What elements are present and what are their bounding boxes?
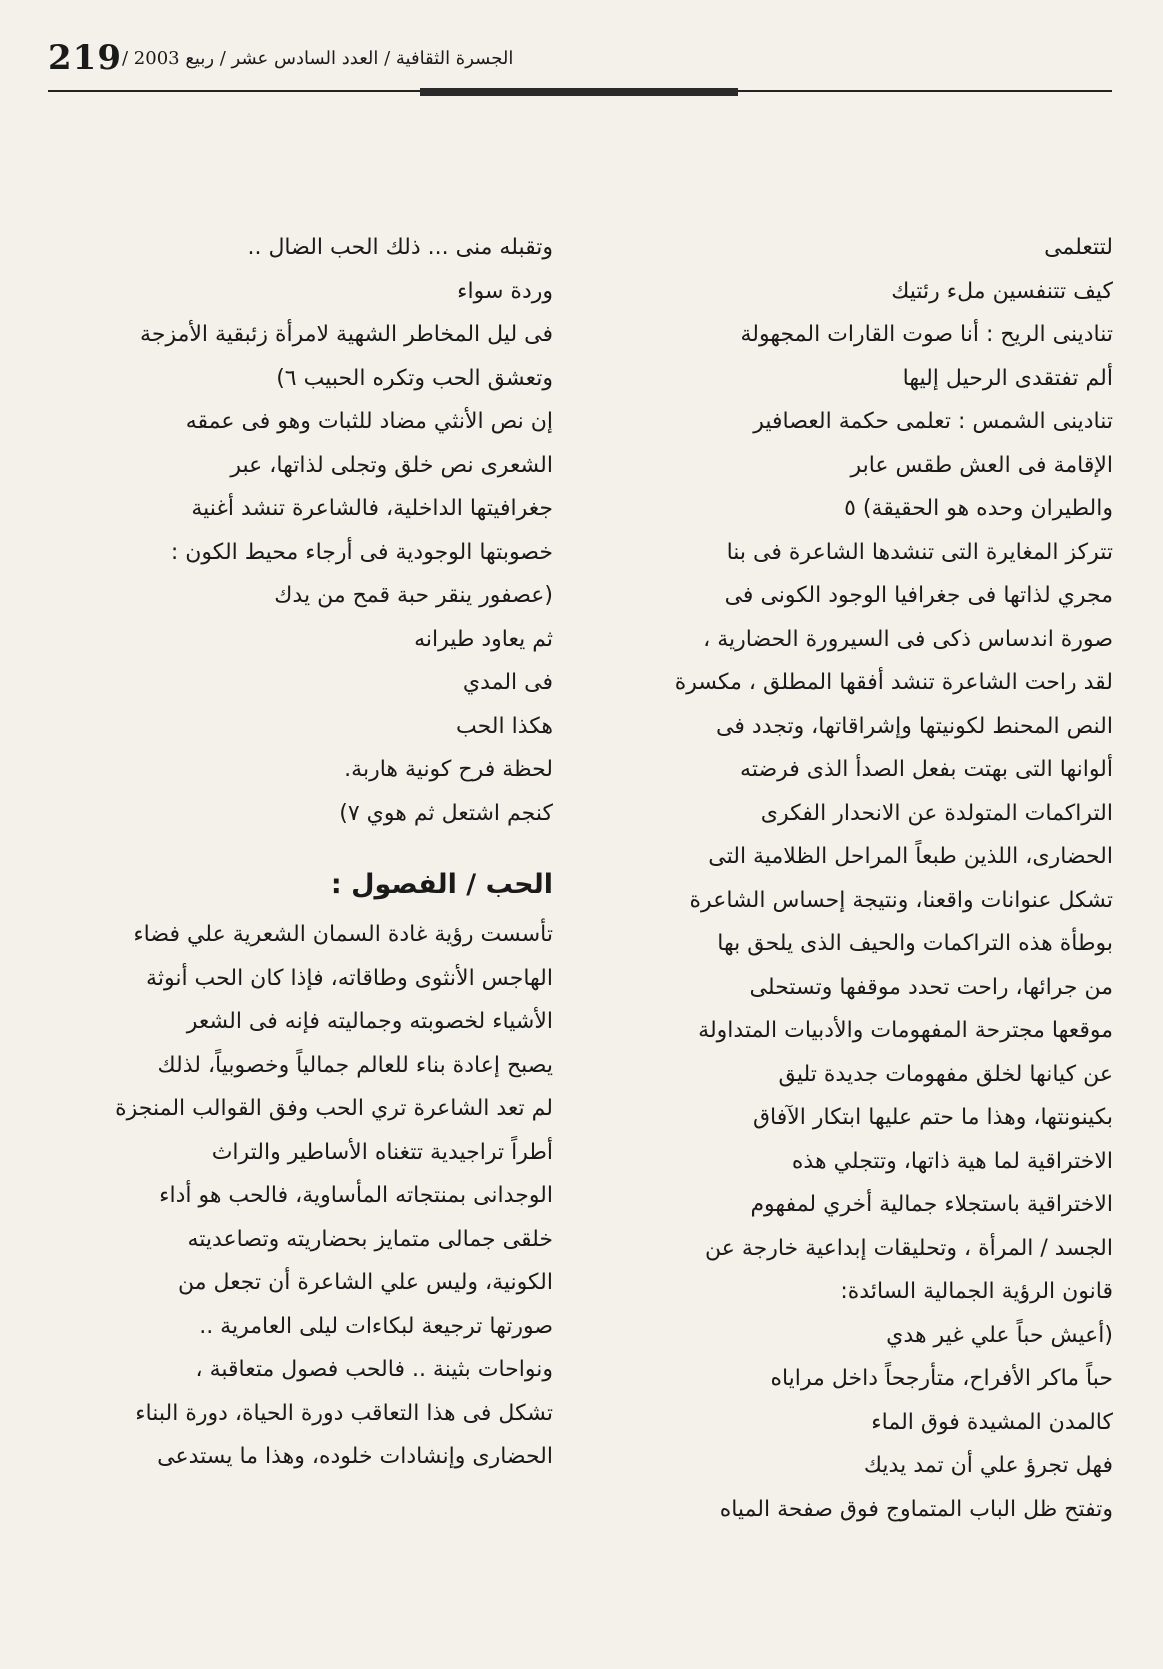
text-line: الإقامة فى العش طقس عابر xyxy=(850,452,1113,478)
text-line: فى المدي xyxy=(462,670,553,695)
text-line: الجسد / المرأة ، وتحليقات إبداعية خارجة عن xyxy=(704,1235,1113,1261)
text-line: كالمدن المشيدة فوق الماء xyxy=(871,1409,1113,1435)
page-number: 219 xyxy=(48,38,122,78)
text-line: من جرائها، راحت تحدد موقفها وتستحلى xyxy=(749,974,1113,1000)
text-line: التراكمات المتولدة عن الانحدار الفكرى xyxy=(760,800,1113,826)
text-line: الوجدانى بمنتجاته المأساوية، فالحب هو أداء xyxy=(159,1183,553,1208)
text-line: لم تعد الشاعرة تري الحب وفق القوالب المنجزة xyxy=(115,1096,553,1121)
text-line: صورتها ترجيعة لبكاءات ليلى العامرية .. xyxy=(199,1313,553,1339)
right-column xyxy=(603,226,1113,1531)
text-line: الكونية، وليس علي الشاعرة أن تجعل من xyxy=(177,1270,553,1295)
text-line: النص المحنط لكونيتها وإشراقاتها، وتجدد فى xyxy=(716,713,1113,739)
text-line: تنادينى الشمس : تعلمى حكمة العصافير xyxy=(753,409,1113,434)
text-line: أطراً تراجيدية تتغناه الأساطير والتراث xyxy=(211,1139,553,1165)
text-line: جغرافيتها الداخلية، فالشاعرة تنشد أغنية xyxy=(191,496,553,521)
header-rule-accent xyxy=(420,88,738,96)
text-line: (عصفور ينقر حبة قمح من يدك xyxy=(274,583,553,608)
text-line: (أعيش حباً علي غير هدي xyxy=(886,1322,1113,1348)
text-line: ونواحات بثينة .. فالحب فصول متعاقبة ، xyxy=(195,1357,553,1382)
text-line: قانون الرؤية الجمالية السائدة: xyxy=(840,1279,1113,1304)
text-line: بكينونتها، وهذا ما حتم عليها ابتكار الآفاق xyxy=(752,1105,1113,1130)
text-line: وتفتح ظل الباب المتماوج فوق صفحة المياه xyxy=(719,1496,1113,1522)
text-line: الحضارى، اللذين طبعاً المراحل الظلامية التى xyxy=(708,844,1113,869)
section-heading: الحب / الفصول : xyxy=(330,869,553,900)
left-column-top xyxy=(53,226,553,835)
text-line: الحضارى وإنشادات خلوده، وهذا ما يستدعى xyxy=(157,1444,553,1469)
text-line: مجري لذاتها فى جغرافيا الوجود الكونى فى xyxy=(724,583,1113,608)
text-line: بوطأة هذه التراكمات والحيف الذى يلحق بها xyxy=(717,931,1113,956)
text-line: هكذا الحب xyxy=(455,713,553,739)
text-line: حباً ماكر الأفراح، متأرجحاً داخل مراياه xyxy=(770,1366,1113,1391)
left-column xyxy=(53,226,553,1479)
text-line: وتعشق الحب وتكره الحبيب ٦) xyxy=(276,365,553,391)
text-line: فهل تجرؤ علي أن تمد يديك xyxy=(863,1453,1113,1478)
text-line: الاختراقية باستجلاء جمالية أخري لمفهوم xyxy=(750,1192,1113,1217)
text-line: ثم يعاود طيرانه xyxy=(414,626,553,652)
text-line: فى ليل المخاطر الشهية لامرأة زئبقية الأمزجة xyxy=(140,322,553,347)
text-line: الشعرى نص خلق وتجلى لذاتها، عبر xyxy=(230,452,553,478)
text-line: والطيران وحده هو الحقيقة) ٥ xyxy=(844,496,1113,521)
text-line: ألوانها التى بهتت بفعل الصدأ الذى فرضته xyxy=(740,757,1113,782)
text-line: كيف تتنفسين ملء رئتيك xyxy=(891,278,1113,304)
text-line: لحظة فرح كونية هاربة. xyxy=(344,757,553,782)
text-line: عن كيانها لخلق مفهومات جديدة تليق xyxy=(778,1061,1113,1087)
text-line: لتتعلمى xyxy=(1044,235,1113,260)
text-line: خلقى جمالى متمايز بحضاريته وتصاعديته xyxy=(187,1226,553,1252)
text-line: الأشياء لخصوبته وجماليته فإنه فى الشعر xyxy=(186,1009,553,1034)
page-header xyxy=(48,38,1112,82)
text-line: وردة سواء xyxy=(457,278,553,304)
text-line: لقد راحت الشاعرة تنشد أفقها المطلق ، مكسرة xyxy=(674,670,1113,695)
text-line: يصبح إعادة بناء للعالم جمالياً وخصوبياً، لذلك xyxy=(157,1052,553,1078)
text-line: موقعها مجترحة المفهومات والأدبيات المتداولة xyxy=(698,1018,1113,1043)
text-line: الهاجس الأنثوى وطاقاته، فإذا كان الحب أنوثة xyxy=(146,965,553,991)
text-line: ألم تفتقدى الرحيل إليها xyxy=(902,365,1113,391)
text-line: إن نص الأنثي مضاد للثبات وهو فى عمقه xyxy=(185,409,553,434)
text-line: تتركز المغايرة التى تنشدها الشاعرة فى بنا xyxy=(726,539,1113,565)
text-line: صورة اندساس ذكى فى السيرورة الحضارية ، xyxy=(703,626,1113,652)
text-line: وتقبله منى ... ذلك الحب الضال .. xyxy=(247,235,553,260)
text-line: تشكل فى هذا التعاقب دورة الحياة، دورة البناء xyxy=(135,1400,553,1426)
text-line: تنادينى الريح : أنا صوت القارات المجهولة xyxy=(740,322,1113,347)
text-line: تشكل عنوانات واقعنا، ونتيجة إحساس الشاعرة xyxy=(689,887,1113,913)
text-line: خصوبتها الوجودية فى أرجاء محيط الكون : xyxy=(170,539,553,565)
running-head: الجسرة الثقافية / العدد السادس عشر / ربيع 2003 / xyxy=(122,48,514,69)
left-column-bottom xyxy=(53,913,553,1479)
text-line: تأسست رؤية غادة السمان الشعرية علي فضاء xyxy=(133,922,553,947)
text-line: كنجم اشتعل ثم هوي ٧) xyxy=(339,800,553,826)
text-line: الاختراقية لما هية ذاتها، وتتجلي هذه xyxy=(791,1148,1113,1174)
